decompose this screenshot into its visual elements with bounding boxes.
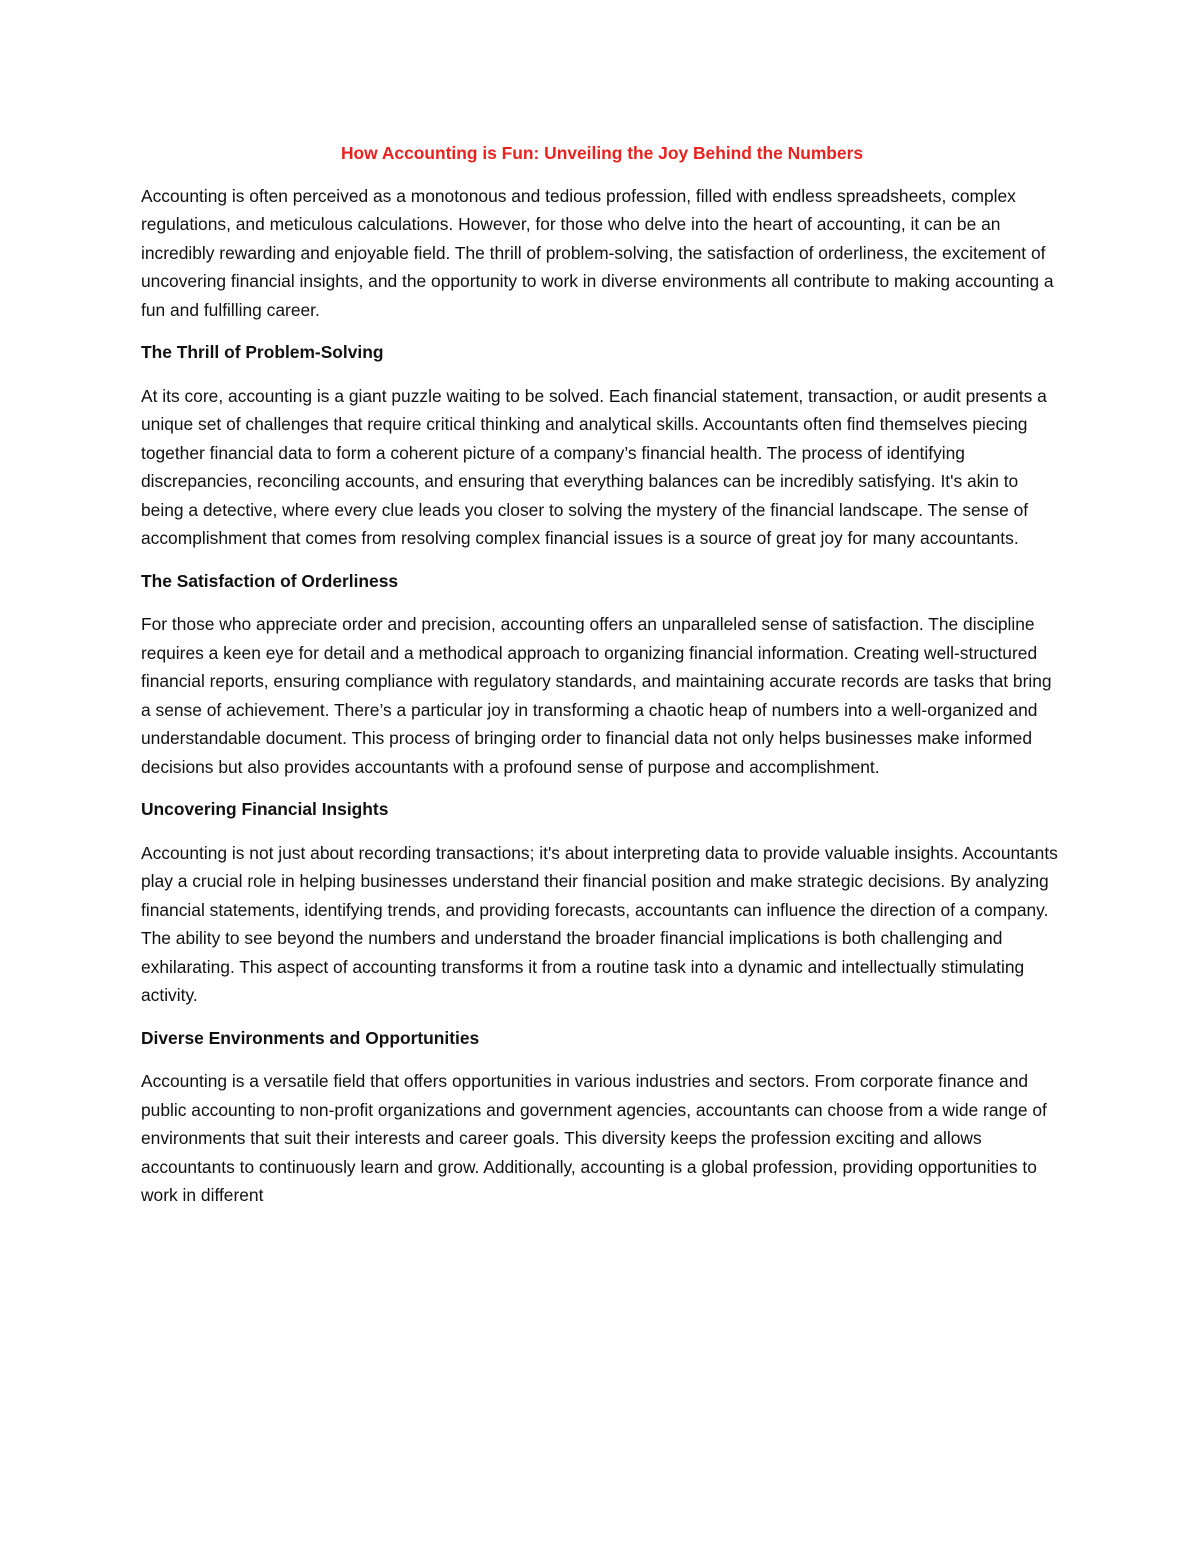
section-heading-orderliness: The Satisfaction of Orderliness [141, 570, 399, 591]
section-heading-problem-solving: The Thrill of Problem-Solving [141, 342, 384, 362]
document-body [141, 139, 1063, 1224]
section-body-financial-insights: Accounting is not just about recording transactions; it's about interpreting data to provide valuable insights. Accountants play a crucial role in helping businesses understand their financial position and make strategic decisions. By analyzing financial statements, identifying trends, and providing forecasts, accountants can influence the direction of a company. The ability to see beyond the numbers and understand the broader financial implications is both challenging and exhilarating. This aspect of accounting transforms it from a routine task into a dynamic and intellectually stimulating activity. [141, 842, 1058, 1005]
section-heading-diverse-environments: Diverse Environments and Opportunities [141, 1027, 480, 1048]
section-body-orderliness: For those who appreciate order and precision, accounting offers an unparalleled sense of satisfaction. The discipline requires a keen eye for detail and a methodical approach to organizing financial information. Creating well-structured financial reports, ensuring compliance with regulatory standards, and maintaining accurate records are tasks that bring a sense of achievement. There’s a particular joy in transforming a chaotic heap of numbers into a well-organized and understandable document. This process of bringing order to financial data not only helps businesses make informed decisions but also provides accountants with a profound sense of purpose and accomplishment. [141, 614, 1052, 777]
intro-paragraph: Accounting is often perceived as a monotonous and tedious profession, filled with endless spreadsheets, complex regulations, and meticulous calculations. However, for those who delve into the heart of accounting, it can be an incredibly rewarding and enjoyable field. The thrill of problem-solving, the satisfaction of orderliness, the excitement of uncovering financial insights, and the opportunity to work in diverse environments all contribute to making accounting a fun and fulfilling career. [141, 185, 1054, 320]
section-body-problem-solving: At its core, accounting is a giant puzzle waiting to be solved. Each financial statement, transaction, or audit presents a unique set of challenges that require critical thinking and analytical skills. Accountants often find themselves piecing together financial data to form a coherent picture of a company’s financial health. The process of identifying discrepancies, reconciling accounts, and ensuring that everything balances can be incredibly satisfying. It's akin to being a detective, where every clue leads you closer to solving the mystery of the financial landscape. The sense of accomplishment that comes from resolving complex financial issues is a source of great joy for many accountants. [141, 385, 1047, 548]
document-title: How Accounting is Fun: Unveiling the Joy Behind the Numbers [340, 143, 864, 163]
section-heading-financial-insights: Uncovering Financial Insights [141, 799, 389, 819]
section-body-diverse-environments: Accounting is a versatile field that offers opportunities in various industries and sectors. From corporate finance and public accounting to non-profit organizations and government agencies, accountants can choose from a wide range of environments that suit their interests and career goals. This diversity keeps the profession exciting and allows accountants to continuously learn and grow. Additionally, accounting is a global profession, providing opportunities to work in different [141, 1071, 1047, 1205]
